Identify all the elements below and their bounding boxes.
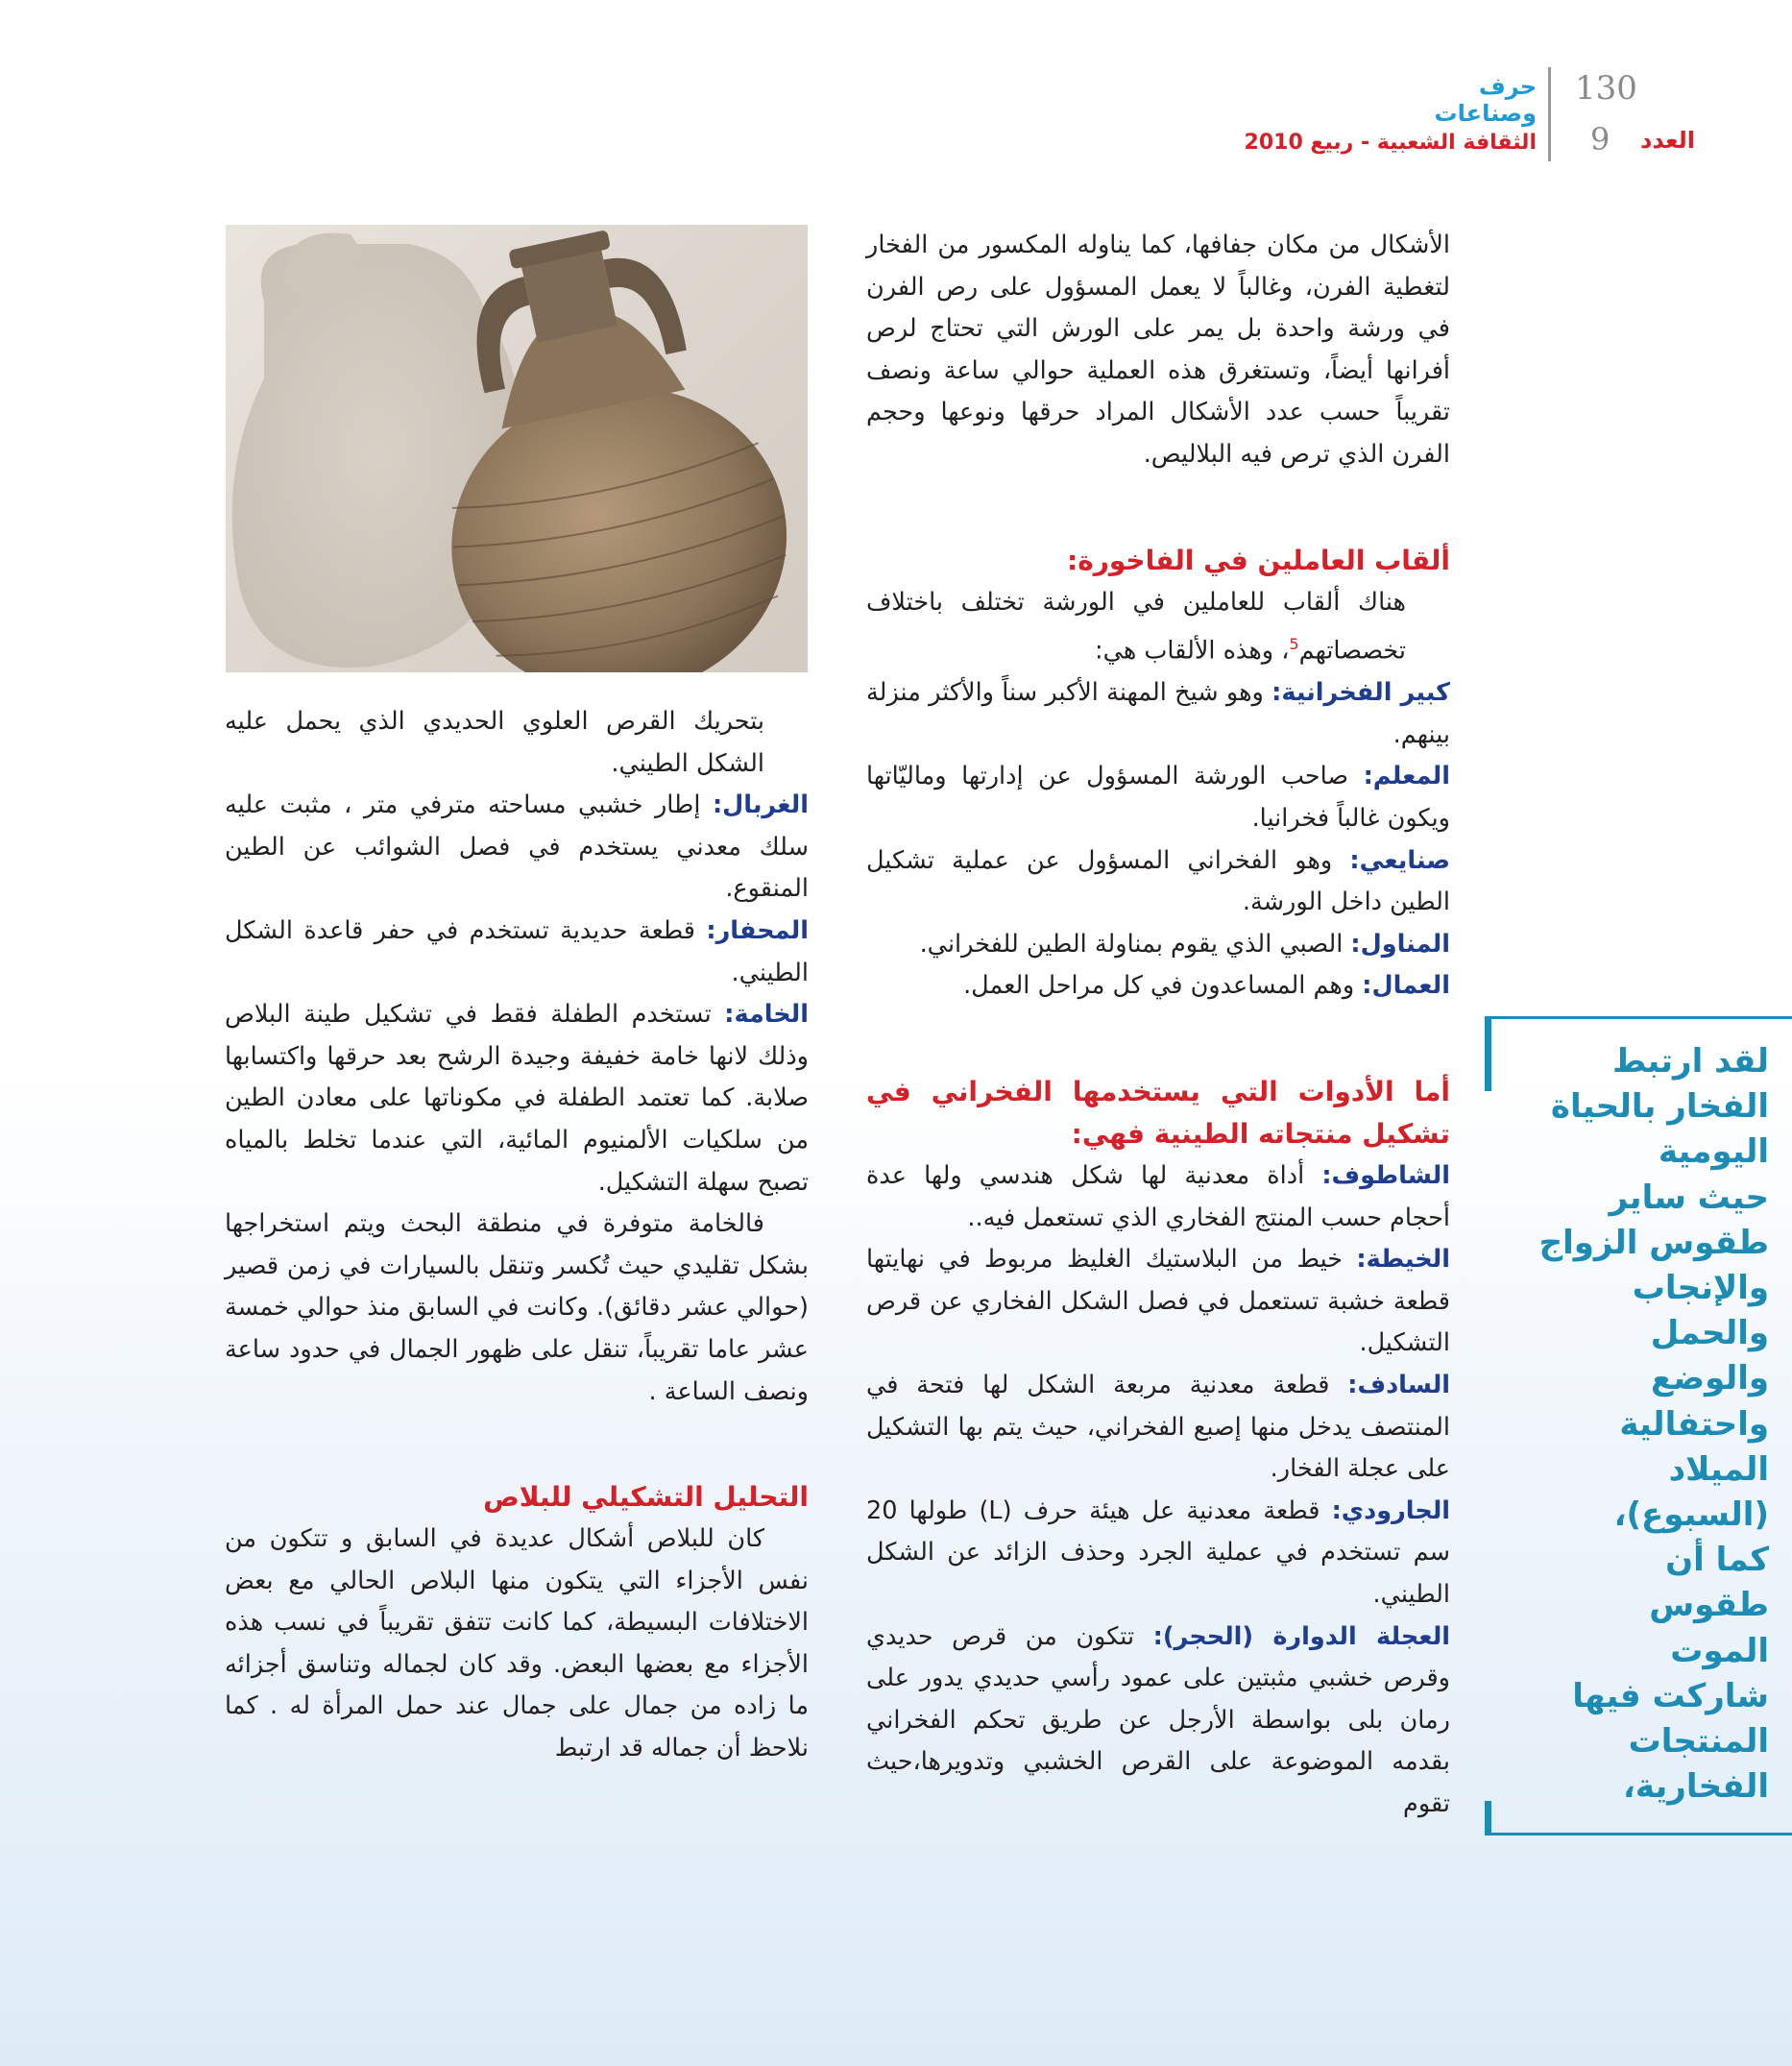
tool-entry-desc: تتكون من قرص حديدي وقرص خشبي مثبتين على عمود رأسي حديدي يدور على رمان بلى بواسطة الأرجل عن طريق تحكم الفخراني بقدمه الموضوعة على القرص الخشبي وتدويرها،حيث تقوم — [866, 1621, 1450, 1818]
pull-quote-line: لقد ارتبط — [1612, 1042, 1769, 1081]
header-divider — [1548, 67, 1551, 161]
worker-title-entry-term: المناول: — [1350, 929, 1450, 959]
paragraph-material: فالخامة متوفرة في منطقة البحث ويتم استخراجها بشكل تقليدي حيث تُكسر وتنقل بالسيارات في زمن قصير (حوالي عشر دقائق). وكانت في السابق منذ حوالي خمسة عشر عاما تقريباً، تنقل على ظهور الجمال في حدود ساعة ونصف الساعة . — [225, 1209, 809, 1406]
tool-entry-term: الشاطوف: — [1321, 1161, 1450, 1190]
worker-title-entry-term: صنايعي: — [1349, 845, 1451, 875]
pull-quote-bar — [1485, 1016, 1491, 1091]
worker-title-entry — [866, 924, 1450, 966]
tool-entry-desc: قطعة معدنية عل هيئة حرف (L) طولها 20 سم تستخدم في عملية الجرد وحذف الزائد عن الشكل الطيني. — [866, 1495, 1450, 1609]
worker-title-entry-desc: وهم المساعدون في كل مراحل العمل. — [963, 971, 1355, 1001]
tool-entry — [866, 1491, 1450, 1616]
pull-quote-line: الميلاد — [1668, 1449, 1769, 1489]
pull-quote-line: طقوس الزواج — [1538, 1223, 1769, 1262]
journal-line: الثقافة الشعبية - ربيع 2010 — [1244, 131, 1537, 155]
pull-quote-line: الفخار بالحياة — [1550, 1087, 1769, 1127]
pull-quote-rule-bottom — [1485, 1833, 1792, 1835]
tool-entry-desc: إطار خشبي مساحته مترفي متر ، مثبت عليه سلك معدني يستخدم في فصل الشوائب عن الطين المنقوع. — [225, 790, 809, 904]
tools-list-continued — [225, 785, 809, 1203]
pull-quote-line: والإنجاب — [1632, 1269, 1769, 1308]
tool-entry-term: العجلة الدوارة (الحجر): — [1152, 1621, 1451, 1651]
tool-entry-desc: قطعة حديدية تستخدم في حفر قاعدة الشكل الطيني. — [225, 915, 809, 987]
worker-title-entry — [866, 840, 1450, 924]
worker-title-entry-term: العمال: — [1362, 971, 1450, 1001]
footnote-ref: 5 — [1289, 635, 1299, 654]
pull-quote-line: طقوس — [1649, 1586, 1769, 1625]
article-column-right — [866, 225, 1450, 1826]
tool-entry — [866, 1239, 1450, 1365]
tools-list — [866, 1155, 1450, 1826]
tool-entry-term: الجارودي: — [1331, 1495, 1451, 1525]
tool-entry — [225, 911, 809, 994]
titles-intro-text: هناك ألقاب للعاملين في الورشة تختلف باختلاف تخصصاتهم — [866, 587, 1406, 666]
tool-entry-desc: تستخدم الطفلة فقط في تشكيل طينة البلاص وذلك لانها خامة خفيفة وجيدة الرشح بعد حرقها واكتسابها صلابة. كما تعتمد الطفلة في مكوناتها على معادن الطين من سلكيات الألمنيوم المائية، التي عندما تخلط بالمياه تصبح سهلة التشكيل. — [225, 1000, 809, 1197]
tool-entry — [866, 1616, 1450, 1826]
article-column-left — [225, 701, 809, 1770]
pull-quote-line: حيث ساير — [1609, 1178, 1769, 1217]
tool-entry-desc: قطعة معدنية مربعة الشكل لها فتحة في المنتصف يدخل منها إصبع الفخراني، حيث يتم بها التشكيل على عجلة الفخار. — [866, 1370, 1450, 1484]
tool-entry-term: المحفار: — [706, 915, 810, 945]
worker-title-entry-desc: الصبي الذي يقوم بمناولة الطين للفخراني. — [919, 929, 1344, 959]
pull-quote — [1510, 1039, 1769, 1810]
pull-quote-line: شاركت فيها — [1572, 1676, 1769, 1715]
worker-titles-list — [866, 672, 1450, 1008]
worker-title-entry-term: كبير الفخرانية: — [1271, 678, 1451, 708]
worker-title-entry — [866, 672, 1450, 756]
tool-entry-term: السادف: — [1347, 1370, 1451, 1399]
worker-title-entry-desc: وهو الفخراني المسؤول عن عملية تشكيل الطين داخل الورشة. — [866, 845, 1450, 917]
pull-quote-line: اليومية — [1658, 1132, 1769, 1172]
paragraph-analysis: كان للبلاص أشكال عديدة في السابق و تتكون من نفس الأجزاء التي يتكون منها البلاص الحالي مع بعض الاختلافات البسيطة، كما كانت تتفق تقريباً في نسب هذه الأجزاء مع بعضها البعض. وقد كان لجماله وتناسق أجزائه ما زاده من جمال على جمال عند حمل المرأة له . كما نلاحظ أن جماله قد ارتبط — [225, 1524, 809, 1763]
pull-quote-line: المنتجات — [1628, 1722, 1769, 1762]
worker-title-entry — [866, 756, 1450, 839]
clay-jar-photo — [226, 225, 808, 672]
worker-title-entry-desc: صاحب الورشة المسؤول عن إدارتها وماليّاتها ويكون غالباً فخرانيا. — [866, 762, 1450, 834]
paragraph-kiln: الأشكال من مكان جفافها، كما يناوله المكسور من الفخار لتغطية الفرن، وغالباً لا يعمل المسؤول على رص الفرن في ورشة واحدة بل يمر على الورش التي تحتاج لرص أفرانها أيضاً، وتستغرق هذه العملية حوالي ساعة ونصف تقريباً حسب عدد الأشكال المراد حرقها ونوعها وحجم الفرن الذي ترص فيه البلاليص. — [866, 231, 1450, 469]
paragraph-titles-intro — [866, 582, 1450, 673]
tool-entry-desc: خيط من البلاستيك الغليظ مربوط في نهايتها قطعة خشبة تستعمل في فصل الشكل الفخاري عن قرص التشكيل. — [866, 1245, 1450, 1358]
pull-quote-rule-top — [1485, 1016, 1792, 1019]
titles-intro-text-end: ، وهذه الألقاب هي: — [1095, 636, 1290, 666]
pull-quote-line: (السبوع)، — [1613, 1495, 1769, 1535]
pull-quote-line: الموت — [1670, 1631, 1769, 1670]
section-title: حرف وصناعات — [1434, 73, 1537, 127]
worker-title-entry-term: المعلم: — [1363, 762, 1450, 791]
heading-worker-titles: ألقاب العاملين في الفاخورة: — [1067, 544, 1450, 576]
worker-title-entry — [866, 965, 1450, 1008]
pull-quote-line: والحمل — [1650, 1314, 1769, 1353]
page-number: 130 — [1575, 69, 1637, 108]
tool-entry-term: الخامة: — [724, 1000, 809, 1030]
amphora-illustration — [226, 225, 808, 672]
pull-quote-line: كما أن — [1665, 1541, 1769, 1580]
pull-quote-line: والوضع — [1651, 1359, 1769, 1398]
worker-title-entry-desc: وهو شيخ المهنة الأكبر سناً والأكثر منزلة بينهم. — [866, 678, 1450, 749]
pull-quote-line: الفخارية، — [1622, 1767, 1769, 1807]
tool-entry — [225, 785, 809, 911]
tool-entry-term: الغربال: — [712, 790, 809, 820]
issue-label: العدد — [1640, 127, 1695, 154]
tool-entry-term: الخيطة: — [1356, 1245, 1450, 1275]
heading-form-analysis: التحليل التشكيلي للبلاص — [483, 1481, 809, 1514]
pull-quote-bar — [1485, 1801, 1491, 1835]
pull-quote-line: واحتفالية — [1619, 1404, 1769, 1444]
issue-number: 9 — [1590, 121, 1610, 158]
heading-tools: أما الأدوات التي يستخدمها الفخراني في تشكيل منتجاته الطينية فهي: — [866, 1076, 1450, 1150]
paragraph-wheel-cont: بتحريك القرص العلوي الحديدي الذي يحمل عليه الشكل الطيني. — [225, 707, 764, 778]
tool-entry — [866, 1155, 1450, 1239]
tool-entry — [225, 994, 809, 1203]
tool-entry-desc: أداة معدنية لها شكل هندسي ولها عدة أحجام حسب المنتج الفخاري الذي تستعمل فيه.. — [866, 1161, 1450, 1232]
tool-entry — [866, 1365, 1450, 1491]
